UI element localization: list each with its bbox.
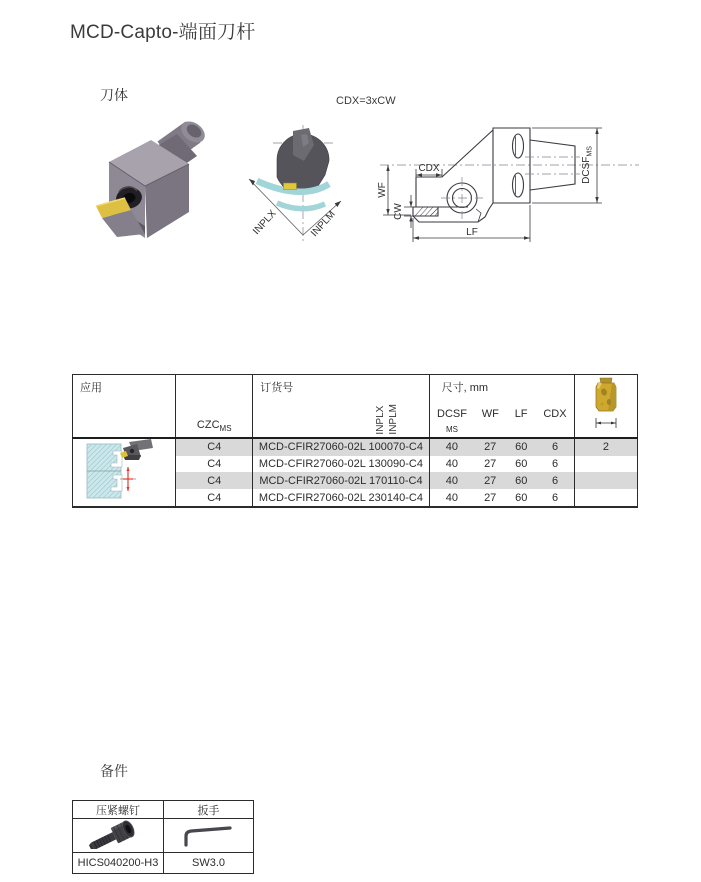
cdx-value: 6 bbox=[551, 458, 559, 471]
cw-dimension bbox=[393, 195, 413, 228]
cdx-value: 6 bbox=[551, 491, 559, 504]
application-icon bbox=[77, 439, 172, 501]
cdx-label: CDX bbox=[418, 163, 440, 174]
lf-value: 60 bbox=[515, 458, 528, 471]
wf-value: 27 bbox=[474, 472, 506, 489]
flange-slot-bottom bbox=[513, 173, 524, 197]
header-order-number: 订货号 INPLX INPLM bbox=[253, 375, 429, 439]
header-czc: $CZC_{MS}$ bbox=[176, 375, 253, 439]
wrench-icon bbox=[177, 820, 241, 848]
spare-section-label: 备件 bbox=[100, 763, 128, 779]
lf-label: LF bbox=[466, 227, 478, 238]
screw-icon bbox=[86, 819, 150, 849]
side-view-drawing bbox=[375, 105, 645, 265]
czc-value: C4 bbox=[176, 472, 253, 489]
dcsf-value: 40 bbox=[429, 438, 474, 456]
insert-icon bbox=[588, 377, 624, 433]
cw-label: CW bbox=[393, 203, 404, 220]
cdx-value: 6 bbox=[536, 472, 574, 489]
spare-parts-table bbox=[72, 800, 254, 874]
dcsf-value: 40 bbox=[429, 489, 474, 507]
wrench-size: SW3.0 bbox=[164, 853, 254, 874]
insert-hatch bbox=[415, 207, 438, 216]
header-wf: WF bbox=[481, 407, 499, 420]
header-dimensions: 尺寸, mm DCSF $_{MS}$ WF LF CDX bbox=[429, 375, 574, 439]
page-title: MCD-Capto-端面刀杆 bbox=[70, 22, 256, 43]
order-number: MCD-CFIR27060-02L 130090-C4 bbox=[253, 456, 429, 473]
header-inplm: INPLM bbox=[387, 404, 399, 435]
cdx-dimension bbox=[416, 163, 442, 177]
rotated-angle-headers bbox=[376, 404, 399, 435]
cw-value bbox=[574, 489, 637, 507]
tool-3d-image bbox=[95, 108, 265, 255]
header-insert-column bbox=[574, 375, 637, 439]
czc-value: C4 bbox=[176, 489, 253, 507]
header-lf: LF bbox=[514, 407, 528, 420]
table-row bbox=[73, 438, 638, 456]
screw-header: 压紧螺钉 bbox=[73, 801, 164, 819]
flange-slot-top bbox=[513, 134, 524, 158]
inplx-label: INPLX bbox=[251, 208, 279, 238]
order-number: MCD-CFIR27060-02L 100070-C4 bbox=[253, 438, 429, 456]
dcsf-label: $DCSF_{MS}$ bbox=[581, 146, 594, 184]
lf-value: 60 bbox=[506, 472, 536, 489]
header-dcsf: DCSF $_{MS}$ bbox=[437, 407, 467, 434]
lf-dimension bbox=[413, 205, 530, 242]
body-section-label: 刀体 bbox=[100, 87, 128, 103]
wrench-header: 扳手 bbox=[164, 801, 254, 819]
dcsf-dimension bbox=[532, 128, 602, 203]
wf-label: WF bbox=[377, 182, 388, 198]
cw-value bbox=[574, 456, 637, 473]
wrench-image-cell bbox=[164, 819, 254, 853]
cdx-formula: CDX=3xCW bbox=[336, 95, 396, 107]
czc-value: C4 bbox=[176, 456, 253, 473]
inplm-label: INPLM bbox=[309, 208, 338, 240]
screw-image-cell bbox=[73, 819, 164, 853]
order-number: MCD-CFIR27060-02L 230140-C4 bbox=[253, 489, 429, 507]
header-application: 应用 bbox=[73, 375, 176, 439]
product-table bbox=[72, 374, 638, 508]
flange-outline bbox=[493, 128, 530, 203]
dcsf-value: 40 bbox=[429, 472, 474, 489]
wf-value: 27 bbox=[484, 491, 497, 504]
table-header-row bbox=[73, 375, 638, 439]
application-cell bbox=[73, 438, 176, 507]
swing-arc-inner bbox=[277, 203, 325, 209]
screw-code: HICS040200-H3 bbox=[73, 853, 164, 874]
lf-value: 60 bbox=[515, 491, 528, 504]
header-inplx: INPLX bbox=[374, 406, 386, 435]
header-cdx: CDX bbox=[543, 407, 567, 420]
cdx-value: 6 bbox=[536, 438, 574, 456]
cw-value: 2 bbox=[574, 438, 637, 456]
order-number: MCD-CFIR27060-02L 170110-C4 bbox=[253, 472, 429, 489]
lf-value: 60 bbox=[506, 438, 536, 456]
front-view-diagram bbox=[245, 113, 375, 253]
wf-value: 27 bbox=[484, 458, 497, 471]
wf-value: 27 bbox=[474, 438, 506, 456]
cw-value bbox=[574, 472, 637, 489]
insert-front-view bbox=[284, 183, 297, 190]
czc-value: C4 bbox=[176, 438, 253, 456]
dcsf-value: 40 bbox=[429, 456, 474, 473]
